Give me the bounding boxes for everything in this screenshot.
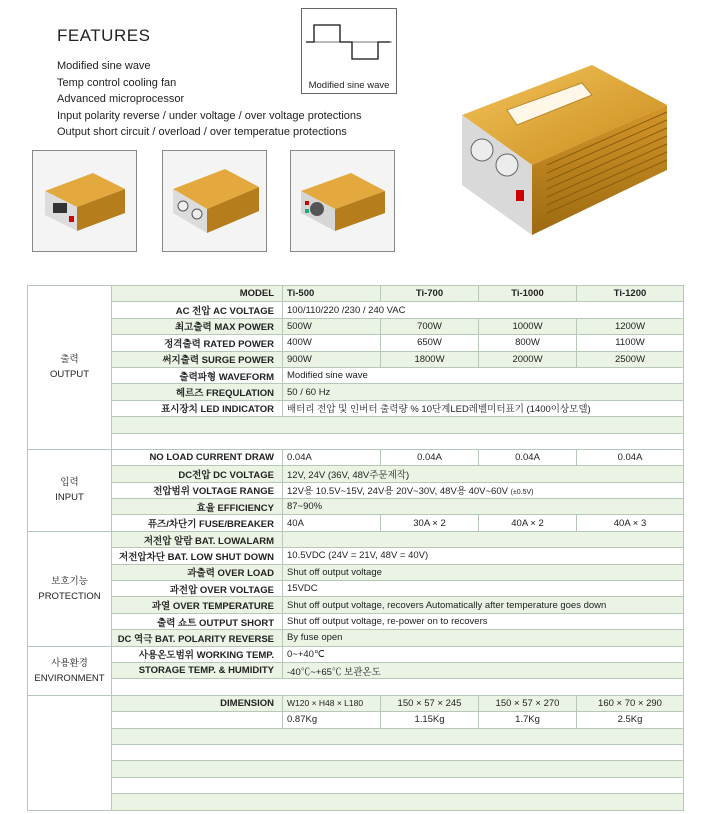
cell: 700W: [381, 318, 479, 334]
row-label: DC 역극 BAT. POLARITY REVERSE: [112, 630, 283, 646]
table-row: [28, 515, 684, 531]
cell: 0.04A: [479, 449, 577, 465]
cell: 1.7Kg: [479, 712, 577, 728]
cell: 150 × 57 × 245: [381, 695, 479, 711]
table-row: [28, 466, 684, 482]
tolerance-note: (±0.5V): [510, 489, 534, 497]
row-label: 최고출력 MAX POWER: [112, 318, 283, 334]
table-row-empty: [28, 417, 684, 433]
table-row: [28, 351, 684, 367]
table-row: [28, 597, 684, 613]
row-label: DC전압 DC VOLTAGE: [112, 466, 283, 482]
table-row: [28, 695, 684, 711]
category-input: 입력 INPUT: [28, 449, 112, 531]
row-value: 10.5VDC (24V = 21V, 48V = 40V): [283, 548, 684, 564]
row-value: [283, 531, 684, 547]
cell: 160 × 70 × 290: [577, 695, 684, 711]
feature-item: Modified sine wave: [57, 60, 151, 72]
cell: 400W: [283, 335, 381, 351]
cell: 40A × 2: [479, 515, 577, 531]
cell: 800W: [479, 335, 577, 351]
table-row: [28, 548, 684, 564]
category-dimension: [28, 695, 112, 810]
table-row: [28, 384, 684, 400]
row-label: 정격출력 RATED POWER: [112, 335, 283, 351]
row-value: 50 / 60 Hz: [283, 384, 684, 400]
table-row: [28, 531, 684, 547]
waveform-caption: Modified sine wave: [308, 80, 390, 91]
product-thumbnail: [32, 150, 137, 252]
cell: 40A × 3: [577, 515, 684, 531]
row-value: By fuse open: [283, 630, 684, 646]
cell: 0.04A: [381, 449, 479, 465]
table-row: [28, 318, 684, 334]
table-row-empty: [28, 761, 684, 777]
model-name: Ti-1000: [479, 286, 577, 302]
row-label: 과전압 OVER VOLTAGE: [112, 581, 283, 597]
table-row: [28, 400, 684, 416]
row-label: 저전압 알람 BAT. LOWALARM: [112, 531, 283, 547]
model-name: Ti-1200: [577, 286, 684, 302]
row-label: 저전압차단 BAT. LOW SHUT DOWN: [112, 548, 283, 564]
row-value: 12V, 24V (36V, 48V주문제작): [283, 466, 684, 482]
category-environment: 사용환경 ENVIRONMENT: [28, 646, 112, 695]
table-row-empty: [28, 728, 684, 744]
model-name: Ti-500: [283, 286, 381, 302]
table-row: [28, 302, 684, 318]
row-label: 출력 쇼트 OUTPUT SHORT: [112, 613, 283, 629]
table-row-empty: [28, 433, 684, 449]
row-label: 과열 OVER TEMPERATURE: [112, 597, 283, 613]
row-label: 사용온도범위 WORKING TEMP.: [112, 646, 283, 662]
row-label: NO LOAD CURRENT DRAW: [112, 449, 283, 465]
cell: 0.04A: [283, 449, 381, 465]
table-row: [28, 613, 684, 629]
features-title: FEATURES: [57, 26, 151, 45]
spec-table: [27, 285, 684, 811]
row-value: 0~+40℃: [283, 646, 684, 662]
table-row: [28, 499, 684, 515]
waveform-diagram: [301, 8, 397, 94]
row-label: STORAGE TEMP. & HUMIDITY: [112, 662, 283, 678]
row-label: 출력파형 WAVEFORM: [112, 367, 283, 383]
row-label: [112, 712, 283, 728]
table-row: [28, 564, 684, 580]
model-name: Ti-700: [381, 286, 479, 302]
cell: 1100W: [577, 335, 684, 351]
table-row: [28, 367, 684, 383]
category-output: 출력 OUTPUT: [28, 286, 112, 450]
row-value: -40℃~+65℃ 보관온도: [283, 662, 684, 678]
cell: 30A × 2: [381, 515, 479, 531]
table-row-empty: [28, 744, 684, 760]
table-row: [28, 449, 684, 465]
product-thumbnail: [290, 150, 395, 252]
table-row-empty: [28, 679, 684, 695]
row-label: 퓨즈/차단기 FUSE/BREAKER: [112, 515, 283, 531]
row-label: 효율 EFFICIENCY: [112, 499, 283, 515]
feature-item: Advanced microprocessor: [57, 93, 185, 105]
cell: 1200W: [577, 318, 684, 334]
row-label: 써지출력 SURGE POWER: [112, 351, 283, 367]
cell: 900W: [283, 351, 381, 367]
table-row: [28, 581, 684, 597]
row-label: 과출력 OVER LOAD: [112, 564, 283, 580]
row-value: Shut off output voltage: [283, 564, 684, 580]
row-value: 15VDC: [283, 581, 684, 597]
cell: 1800W: [381, 351, 479, 367]
row-value: 87~90%: [283, 499, 684, 515]
row-value: 배터리 전압 및 인버터 출력량 % 10단계LED레벨미터표기 (1400이상모델): [283, 400, 684, 416]
cell: 500W: [283, 318, 381, 334]
feature-item: Input polarity reverse / under voltage / over voltage protections: [57, 109, 362, 122]
table-row: [28, 712, 684, 728]
cell: 2500W: [577, 351, 684, 367]
category-protection: 보호기능 PROTECTION: [28, 531, 112, 646]
table-row: [28, 286, 684, 302]
cell: 150 × 57 × 270: [479, 695, 577, 711]
row-value: Shut off output voltage, re-power on to recovers: [283, 613, 684, 629]
cell: W120 × H48 × L180: [283, 695, 381, 711]
row-value: Shut off output voltage, recovers Automatically after temperature goes down: [283, 597, 684, 613]
table-row: [28, 335, 684, 351]
feature-item: Output short circuit / overload / over temperatue protections: [57, 126, 347, 138]
table-row-empty: [28, 794, 684, 810]
cell: 1000W: [479, 318, 577, 334]
feature-item: Temp control cooling fan: [57, 76, 177, 89]
cell: 0.04A: [577, 449, 684, 465]
row-label: MODEL: [112, 286, 283, 302]
cell: 1.15Kg: [381, 712, 479, 728]
product-thumbnail: [162, 150, 267, 252]
cell: 2.5Kg: [577, 712, 684, 728]
row-label: 헤르즈 FREQULATION: [112, 384, 283, 400]
table-row: [28, 662, 684, 678]
table-row-empty: [28, 777, 684, 793]
row-value: Modified sine wave: [283, 367, 684, 383]
cell: 0.87Kg: [283, 712, 381, 728]
row-value: 12V용 10.5V~15V, 24V용 20V~30V, 48V용 40V~60V (±0.5V): [283, 482, 684, 498]
row-label: DIMENSION: [112, 695, 283, 711]
product-hero-image: [422, 55, 682, 260]
row-value: 100/110/220 /230 / 240 VAC: [283, 302, 684, 318]
table-row: [28, 630, 684, 646]
row-label: 표시장치 LED INDICATOR: [112, 400, 283, 416]
cell: 40A: [283, 515, 381, 531]
row-label: AC 전압 AC VOLTAGE: [112, 302, 283, 318]
row-label: 전압범위 VOLTAGE RANGE: [112, 482, 283, 498]
table-row: [28, 482, 684, 498]
cell: 2000W: [479, 351, 577, 367]
table-row: [28, 646, 684, 662]
cell: 650W: [381, 335, 479, 351]
